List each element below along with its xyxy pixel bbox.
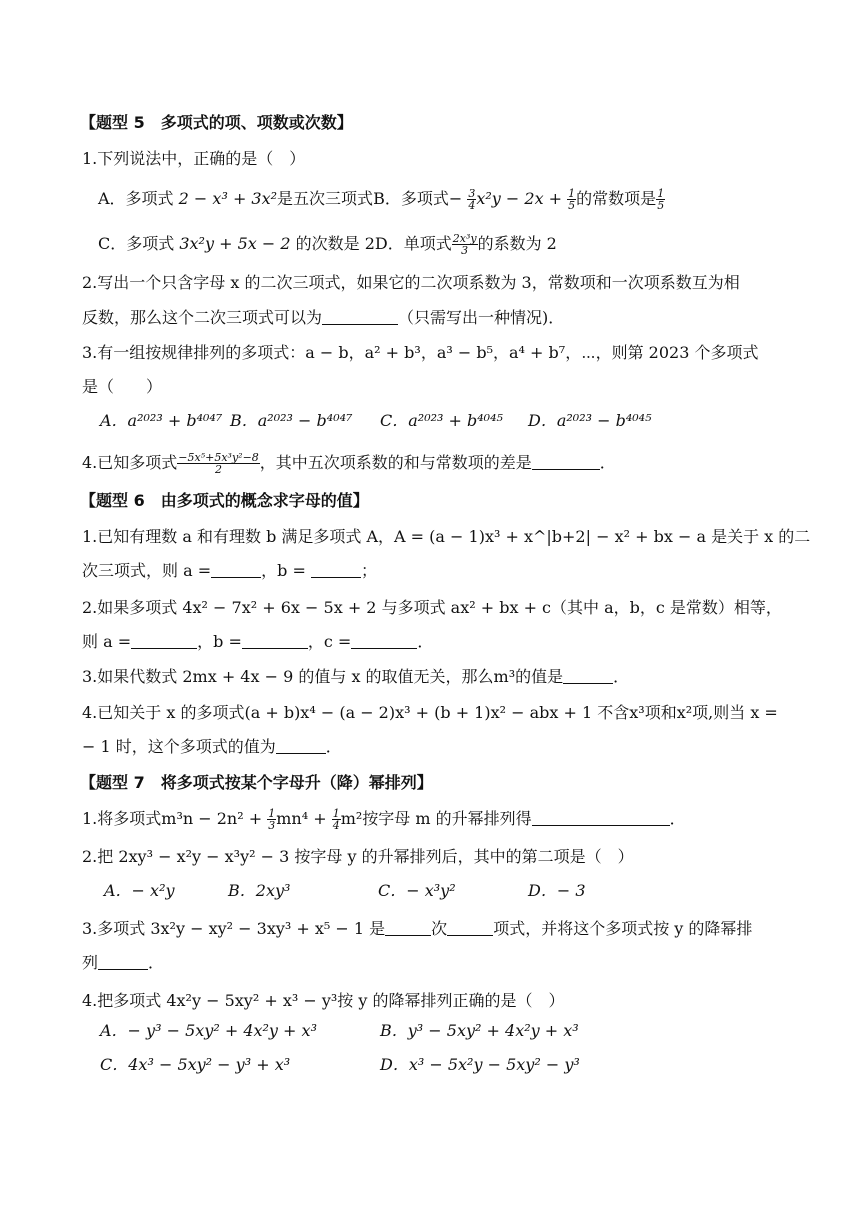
s7-question-3-line2: 列 ． <box>82 953 165 972</box>
s7-question-4: 4.把多项式 4x²y − 5xy² + x³ − y³按 y 的降幂排列正确的是（ ） <box>82 991 565 1010</box>
answer-blank-b[interactable] <box>311 561 361 578</box>
s5-question-1: 1.下列说法中，正确的是（ ） <box>82 149 306 168</box>
s7-q4-option-a: A．− y³ − 5xy² + 4x²y + x³ <box>100 1021 317 1040</box>
answer-blank-degree[interactable] <box>385 919 431 936</box>
s7-question-3-line1: 3.多项式 3x²y − xy² − 3xy³ + x⁵ − 1 是 次 项式，并将这个多项式按 y 的降幂排 <box>82 919 753 938</box>
fraction-2x3y-3: $\frac{\text{2x³y}}{3}$ <box>452 232 477 257</box>
s7-q4-option-d: D．x³ − 5x²y − 5xy² − y³ <box>380 1055 580 1074</box>
section-6-title: 【题型 6 由多项式的概念求字母的值】 <box>80 491 369 510</box>
fraction-1-5-answer: $\frac{1}{5}$ <box>657 187 665 212</box>
fraction-1-4: $\frac{1}{4}$ <box>332 807 340 832</box>
fraction-3-4: $\frac{3}{4}$ <box>468 187 476 212</box>
answer-blank[interactable] <box>322 308 398 325</box>
s6-question-2-line2: 则 a = ，b = ，c = ． <box>82 632 434 651</box>
s7-q2-option-c: C．− x³y² <box>378 881 456 900</box>
fraction-1-5: $\frac{1}{5}$ <box>568 187 576 212</box>
s7-q2-option-d: D．− 3 <box>528 881 586 900</box>
section-7-title: 【题型 7 将多项式按某个字母升（降）幂排列】 <box>80 773 433 792</box>
s5-q3-option-b: B．a²⁰²³ − b⁴⁰⁴⁷ <box>230 411 353 430</box>
s7-question-1: 1.将多项式m³n − 2n² + $\frac{1}{3}$ mn⁴ + $\frac{1}{4}$ m²按字母 m 的升幂排列得 ． <box>82 807 686 832</box>
s6-question-4-line2: − 1 时，这个多项式的值为 ． <box>82 737 342 756</box>
s5-question-2-line2: 反数，那么这个二次三项式可以为 （只需写出一种情况)． <box>82 308 565 327</box>
answer-blank-b[interactable] <box>242 632 308 649</box>
s5-q3-option-c: C．a²⁰²³ + b⁴⁰⁴⁵ <box>380 411 503 430</box>
s5-question-3-line2: 是（ ） <box>82 377 163 396</box>
s5-q3-option-a: A．a²⁰²³ + b⁴⁰⁴⁷ <box>100 411 223 430</box>
section-5-title: 【题型 5 多项式的项、项数或次数】 <box>80 113 353 132</box>
answer-blank[interactable] <box>563 667 613 684</box>
s6-question-1-line1: 1.已知有理数 a 和有理数 b 满足多项式 A，A = (a − 1)x³ + x^|b+2| − x² + bx − a 是关于 x 的二 <box>82 527 811 546</box>
s6-question-2-line1: 2.如果多项式 4x² − 7x² + 6x − 5x + 2 与多项式 ax² + bx + c（其中 a，b，c 是常数）相等， <box>82 598 782 617</box>
s7-q4-option-b: B．y³ − 5xy² + 4x²y + x³ <box>380 1021 579 1040</box>
answer-blank[interactable] <box>532 809 670 826</box>
s5-question-2-line1: 2.写出一个只含字母 x 的二次三项式，如果它的二次项系数为 3，常数项和一次项系数互为相 <box>82 273 740 292</box>
answer-blank[interactable] <box>276 737 326 754</box>
answer-blank[interactable] <box>98 953 148 970</box>
answer-blank-terms[interactable] <box>447 919 493 936</box>
fraction-q4: $\frac{\text{−5x⁵+5x³y²−8}}{2}$ <box>178 451 259 476</box>
answer-blank-a[interactable] <box>211 561 261 578</box>
s5-q1-options-ab: A．多项式 2 − x³ + 3x²是五次三项式B．多项式− $\frac{3}{4}$ x²y − 2x + $\frac{1}{5}$ 的常数项是 $\frac{1}{5}$ <box>98 187 665 212</box>
s6-question-1-line2: 次三项式，则 a = ，b = ； <box>82 561 377 580</box>
s7-q4-option-c: C．4x³ − 5xy² − y³ + x³ <box>100 1055 291 1074</box>
s7-question-2: 2.把 2xy³ − x²y − x³y² − 3 按字母 y 的升幂排列后，其中的第二项是（ ） <box>82 847 634 866</box>
s7-q2-option-b: B．2xy³ <box>228 881 291 900</box>
s5-question-3-line1: 3.有一组按规律排列的多项式：a − b，a² + b³，a³ − b⁵，a⁴ + b⁷，⋯，则第 2023 个多项式 <box>82 343 759 362</box>
answer-blank-c[interactable] <box>351 632 417 649</box>
answer-blank[interactable] <box>532 453 600 470</box>
answer-blank-a[interactable] <box>131 632 197 649</box>
s6-question-3: 3.如果代数式 2mx + 4x − 9 的值与 x 的取值无关，那么m³的值是 ． <box>82 667 630 686</box>
s5-q1-options-cd: C．多项式 3x²y + 5x − 2 的次数是 2D．单项式 $\frac{\text{2x³y}}{3}$ 的系数为 2 <box>98 232 557 257</box>
s7-q2-option-a: A．− x²y <box>104 881 175 900</box>
s5-q3-option-d: D．a²⁰²³ − b⁴⁰⁴⁵ <box>528 411 652 430</box>
s5-question-4: 4.已知多项式 $\frac{\text{−5x⁵+5x³y²−8}}{2}$ ，其中五次项系数的和与常数项的差是 ． <box>82 451 616 476</box>
fraction-1-3: $\frac{1}{3}$ <box>268 807 276 832</box>
s6-question-4-line1: 4.已知关于 x 的多项式(a + b)x⁴ − (a − 2)x³ + (b + 1)x² − abx + 1 不含x³项和x²项,则当 x = <box>82 703 778 722</box>
